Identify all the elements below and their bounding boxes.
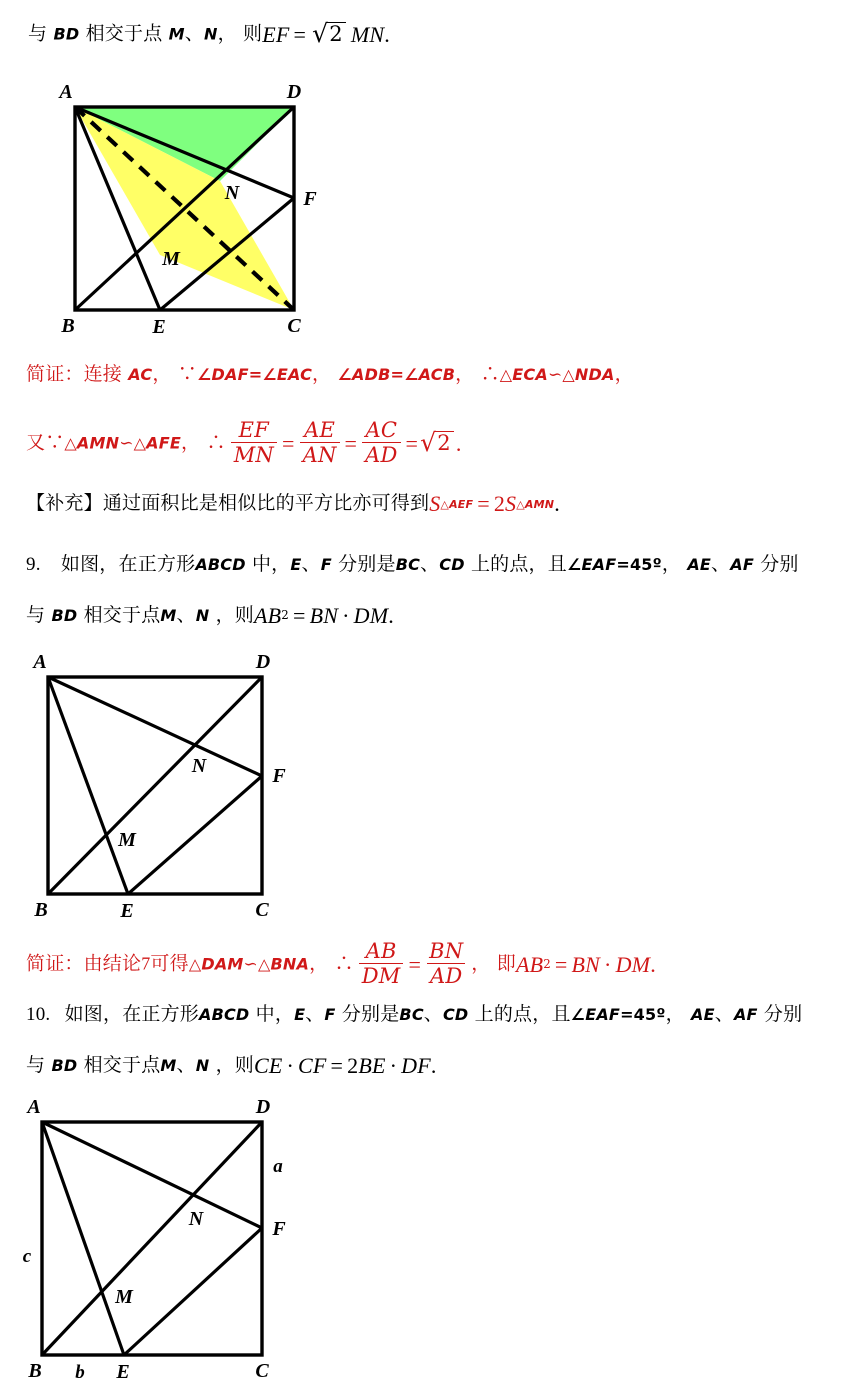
sqrt-2 <box>312 19 346 48</box>
proof-t1: 连接 <box>83 363 123 385</box>
segment-ac: AC <box>128 365 153 384</box>
math-cf: CF <box>298 1053 327 1078</box>
label-E: E <box>116 1361 130 1382</box>
label-D: D <box>255 1096 271 1118</box>
side-label-a: a <box>273 1156 283 1177</box>
segment-ae: AE <box>691 1005 715 1024</box>
radicand-value: 2 <box>436 431 454 456</box>
label-N: N <box>191 755 207 777</box>
math-df: DF <box>401 1053 431 1078</box>
p10-t6: 分别 <box>763 1003 803 1025</box>
math-ef: EF <box>262 21 290 47</box>
p10-t3: 分别是 <box>341 1003 400 1025</box>
problem8-proof-line2 <box>26 420 462 467</box>
diagonal-BD <box>42 1122 262 1355</box>
p9l2-t3: ，则 <box>215 604 254 626</box>
dot-operator-2: · <box>389 1053 398 1078</box>
dun2: 、 <box>423 1003 443 1025</box>
similar-symbol: ∽ <box>547 365 563 385</box>
problem8-supplement-line <box>26 493 560 515</box>
point-n: N <box>203 24 218 44</box>
angle-eaf: ∠EAF <box>566 555 617 574</box>
equals-sign: = <box>292 603 306 628</box>
dot-operator: · <box>342 603 350 628</box>
eq-3: = <box>405 430 419 456</box>
period: . <box>455 430 462 456</box>
triangle-bna: △BNA <box>257 954 310 974</box>
angle-adb: ∠ADB <box>337 365 391 384</box>
math-be: BE <box>358 1053 386 1078</box>
p9l2-t1: 与 <box>26 604 46 626</box>
problem9-proof-line <box>26 941 656 988</box>
proof-label: 简证： <box>26 952 84 975</box>
label-B: B <box>34 899 48 920</box>
point-n: N <box>195 1056 210 1075</box>
label-D: D <box>286 81 302 103</box>
exponent-2: 2 <box>281 608 289 623</box>
fraction-ef-mn <box>231 419 277 466</box>
dun3: 、 <box>711 553 731 575</box>
label-M: M <box>162 248 180 270</box>
frac-numerator: AE <box>304 418 335 442</box>
label-C: C <box>255 899 269 920</box>
eq-1: = <box>408 951 422 977</box>
problem8-figure <box>40 80 340 345</box>
label-M: M <box>118 829 136 851</box>
degree-45: 45º <box>633 1005 666 1024</box>
dot-operator-1: · <box>286 1053 295 1078</box>
triangle-dam: △DAM <box>188 954 244 974</box>
dot-operator: · <box>604 951 612 977</box>
fraction-ac-ad <box>362 419 400 466</box>
triangle-afe: △AFE <box>133 433 182 453</box>
p9-t1: 如图，在正方形 <box>60 553 196 575</box>
c1b: ， <box>181 431 201 454</box>
label-A: A <box>33 651 47 673</box>
frac-numerator: AC <box>365 418 398 442</box>
point-m: M <box>160 606 177 625</box>
label-A: A <box>27 1096 41 1118</box>
p9p-t2: 可得 <box>150 952 189 975</box>
area-s2-subscript: △AMN <box>516 497 555 511</box>
segment-bd: BD <box>51 606 78 625</box>
math-ab: AB <box>253 603 282 628</box>
point-m: M <box>168 24 185 44</box>
p9-t4: 上的点，且 <box>470 553 567 575</box>
comma-sep: ， <box>217 22 237 45</box>
frac-denominator: DM <box>359 963 404 987</box>
frac-denominator: AD <box>362 442 400 466</box>
label-B: B <box>61 315 75 337</box>
because-symbol: ∵ <box>177 363 197 385</box>
period: . <box>650 951 656 977</box>
p9-t5: ， <box>661 553 682 575</box>
math-bn: BN <box>309 603 339 628</box>
point-m: M <box>160 1056 177 1075</box>
segment-bd: BD <box>51 1056 78 1075</box>
p10-t4: 上的点，且 <box>474 1003 571 1025</box>
label-A: A <box>59 81 73 103</box>
segment-cd: CD <box>442 1005 469 1024</box>
p10l2-t3: ，则 <box>215 1054 254 1076</box>
point-n: N <box>195 606 210 625</box>
dun3: 、 <box>714 1003 734 1025</box>
fraction-ab-dm <box>359 940 404 987</box>
eq-2: = <box>344 430 358 456</box>
angle-daf: ∠DAF <box>196 365 249 384</box>
frac-numerator: EF <box>238 418 269 442</box>
problem9-number: 9. <box>26 554 41 575</box>
equals-sign: = <box>616 555 630 574</box>
triangle-nda: △NDA <box>562 365 615 384</box>
label-C: C <box>287 315 301 337</box>
sqrt-2-proof <box>420 428 454 458</box>
similar-symbol: ∽ <box>243 954 258 975</box>
problem10-statement-line1 <box>26 1005 802 1024</box>
equals-sign: = <box>330 1053 344 1078</box>
c2: ， <box>471 952 491 975</box>
dun1: 、 <box>305 1003 325 1025</box>
problem10-figure <box>6 1095 306 1382</box>
problem8-continuation-line <box>28 19 390 48</box>
area-s1: S <box>429 491 441 516</box>
math-ce: CE <box>253 1053 283 1078</box>
angle-acb: ∠ACB <box>404 365 456 384</box>
math-mn: MN <box>350 21 385 47</box>
degree-45: 45º <box>629 555 662 574</box>
c3: ， <box>455 363 475 385</box>
similar-symbol-2: ∽ <box>119 433 134 454</box>
c4: ， <box>614 363 634 385</box>
angle-eac: ∠EAC <box>262 365 313 384</box>
proof-label: 简证： <box>26 363 84 385</box>
triangle-eca: △ECA <box>499 365 548 384</box>
side-label-b: b <box>75 1362 85 1382</box>
therefore-symbol-2: ∴ <box>206 431 226 454</box>
label-D: D <box>255 651 271 673</box>
segment-bc: BC <box>399 1005 424 1024</box>
p10l2-t2: 相交于点 <box>83 1054 161 1076</box>
dun-sep: 、 <box>184 22 204 45</box>
p9-t2: 中， <box>251 553 291 575</box>
dun: 、 <box>176 604 196 626</box>
problem9-statement-line2 <box>26 605 394 627</box>
square-abcd: ABCD <box>195 555 246 574</box>
point-f: F <box>320 555 332 574</box>
segment-cd: CD <box>439 555 465 574</box>
p9l2-t2: 相交于点 <box>83 604 161 626</box>
radical-glyph: √ <box>312 19 329 48</box>
c1: ， <box>152 363 172 385</box>
label-F: F <box>272 1218 286 1240</box>
equals-sign: = <box>620 1005 634 1024</box>
eq1: = <box>248 365 263 384</box>
segment-bd: BD <box>53 24 80 44</box>
label-N: N <box>224 182 240 204</box>
area-s2: S <box>505 491 517 516</box>
problem9-statement-line1 <box>26 555 799 574</box>
segment-bc: BC <box>395 555 421 574</box>
point-f: F <box>324 1005 336 1024</box>
because-symbol-2: ∵ <box>45 431 65 454</box>
label-F: F <box>272 765 286 787</box>
radical-glyph: √ <box>420 428 437 458</box>
label-M: M <box>115 1286 133 1308</box>
point-e: E <box>294 1005 306 1024</box>
period: . <box>554 491 560 516</box>
p9-t3: 分别是 <box>338 553 396 575</box>
frac-numerator: BN <box>429 939 464 963</box>
equals-sign: = <box>293 21 307 47</box>
problem9-figure <box>14 650 304 920</box>
angle-eaf: ∠EAF <box>570 1005 621 1024</box>
label-N: N <box>188 1208 204 1230</box>
text-ze: 则 <box>243 22 263 45</box>
problem8-proof-line1 <box>26 365 634 384</box>
segment-af: AF <box>733 1005 758 1024</box>
eq-1: = <box>281 430 295 456</box>
you-char: 又 <box>26 431 46 454</box>
c1: ， <box>309 952 329 975</box>
math-dm: DM <box>353 603 389 628</box>
label-B: B <box>28 1360 42 1382</box>
frac-denominator: MN <box>231 442 277 466</box>
dun2: 、 <box>420 553 440 575</box>
triangle-amn: △AMN <box>64 433 120 453</box>
period: . <box>384 21 390 47</box>
period: . <box>388 603 394 628</box>
frac-denominator: AN <box>300 442 340 466</box>
therefore-symbol: ∴ <box>480 363 500 385</box>
p9p-t3: 即 <box>496 952 516 975</box>
p10l2-t1: 与 <box>26 1054 46 1076</box>
period: . <box>430 1053 437 1078</box>
math-ab: AB <box>515 951 544 977</box>
area-s1-subscript: △AEF <box>440 497 474 511</box>
label-F: F <box>303 188 317 210</box>
math-bn: BN <box>571 951 601 977</box>
dun: 、 <box>176 1054 196 1076</box>
equals-sign: = <box>554 951 568 977</box>
frac-numerator: AB <box>365 939 397 963</box>
label-C: C <box>255 1360 269 1382</box>
equals-sign: = <box>477 491 490 516</box>
segment-ae: AE <box>687 555 712 574</box>
supplement-text: 通过面积比是相似比的平方比亦可得到 <box>102 492 430 514</box>
p10-t5: ， <box>665 1003 685 1025</box>
text-prefix: 与 <box>28 22 48 45</box>
text-mid: 相交于点 <box>85 22 163 45</box>
conclusion-number-7: 7 <box>141 953 151 974</box>
label-E: E <box>152 316 166 338</box>
point-e: E <box>290 555 302 574</box>
coefficient-2: 2 <box>493 491 506 516</box>
p9-t6: 分别 <box>760 553 799 575</box>
exponent-2: 2 <box>543 956 551 971</box>
fraction-bn-ad <box>426 940 466 987</box>
square-abcd: ABCD <box>199 1005 250 1024</box>
c2: ， <box>312 363 332 385</box>
p10-t2: 中， <box>255 1003 295 1025</box>
p10-t1: 如图，在正方形 <box>64 1003 200 1025</box>
problem10-number: 10. <box>26 1004 51 1025</box>
radicand-value: 2 <box>328 22 346 47</box>
eq2: = <box>390 365 405 384</box>
math-dm: DM <box>615 951 651 977</box>
dun1: 、 <box>301 553 321 575</box>
label-E: E <box>120 900 134 920</box>
diagonal-BD <box>48 677 262 894</box>
side-label-c: c <box>22 1246 32 1267</box>
p9p-t1: 由结论 <box>83 952 142 975</box>
frac-denominator: AD <box>427 963 465 987</box>
therefore-symbol: ∴ <box>334 952 354 975</box>
segment-af: AF <box>730 555 754 574</box>
problem10-statement-line2 <box>26 1055 437 1077</box>
fraction-ae-an <box>300 419 340 466</box>
coefficient-2: 2 <box>347 1053 359 1078</box>
supplement-bracket: 【补充】 <box>26 492 103 514</box>
